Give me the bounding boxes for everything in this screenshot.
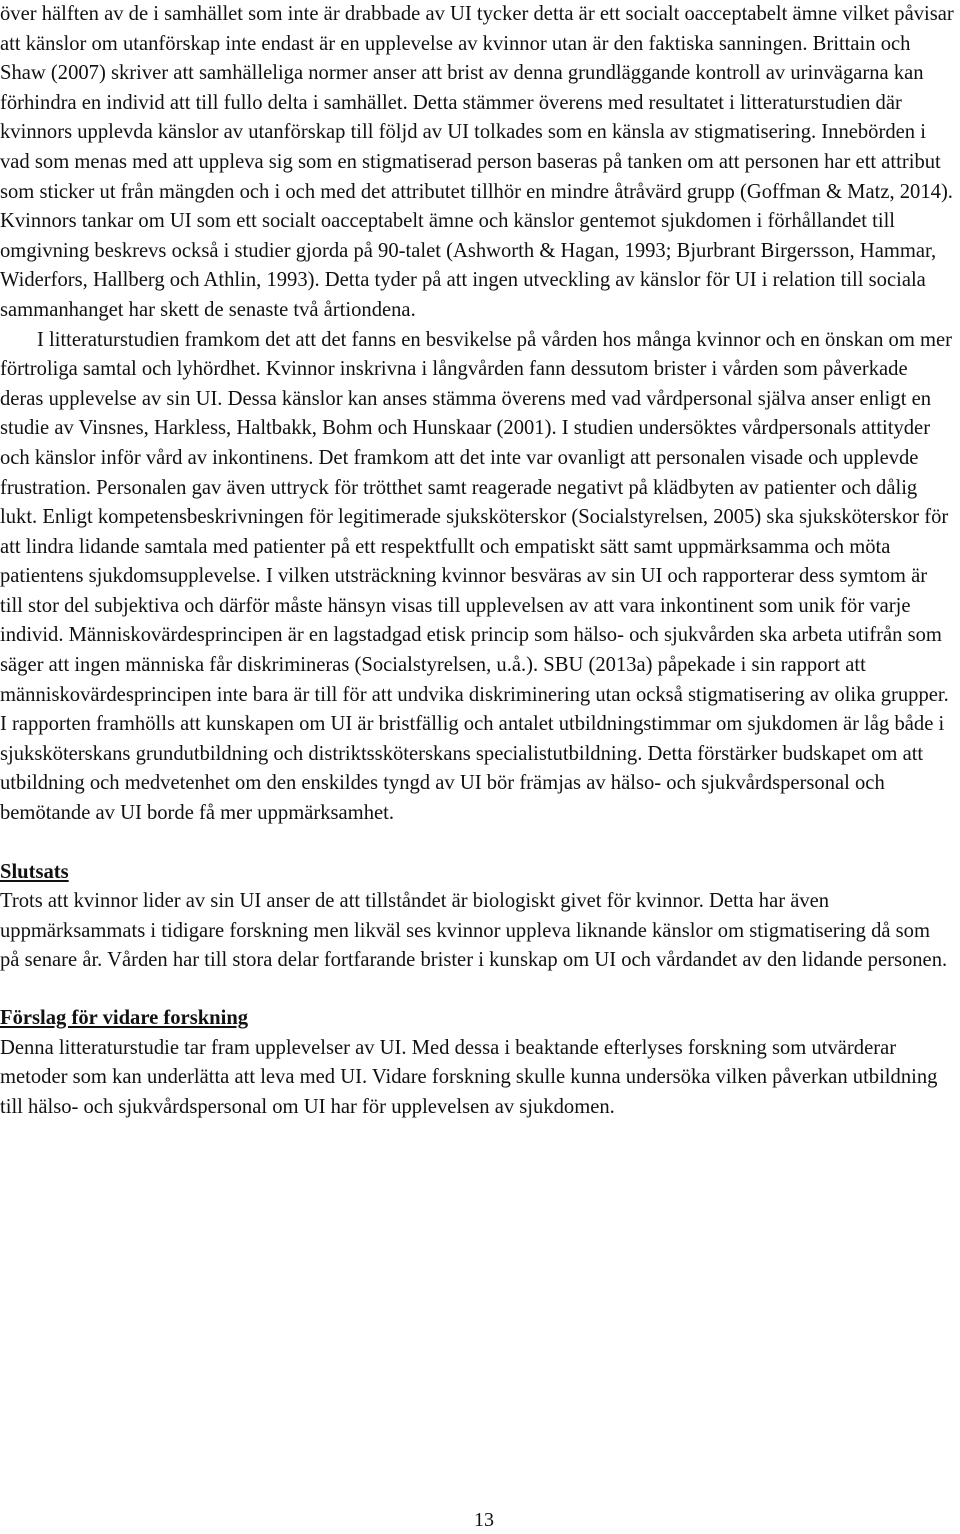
body-paragraph-conclusion: Trots att kvinnor lider av sin UI anser de att tillståndet är biologiskt givet för kvinnor. Detta har även uppmärksammats i tidigare forskning men likväl ses kvinnor uppleva liknande känslor om stigmatisering då som på senare år. Vården har till stora delar fortfarande brister i kunskap om UI och vårdandet av den lidande personen.: [0, 890, 948, 972]
body-paragraph-discussion: över hälften av de i samhället som inte är drabbade av UI tycker detta är ett socialt oacceptabelt ämne vilket påvisar att känslor om utanförskap inte endast är en upplevelse av kvinnor utan är den faktiska sanningen. Brittain och Shaw (2007) skriver att samhälleliga normer anser att brist av denna grundläggande kontroll av urinvägarna kan förhindra en individ att till fullo delta i samhället. Detta stämmer överens med resultatet i litteraturstudien där kvinnors upplevda känslor av utanförskap till följd av UI tolkades som en känsla av stigmatisering. Innebörden i vad som menas med att uppleva sig som en stigmatiserad person baseras på tanken om att personen har ett attribut som sticker ut från mängden och i och med det attributet tillhör en mindre åtråvärd grupp (Goffman & Matz, 2014). Kvinnors tankar om UI som ett socialt oacceptabelt ämne och känslor gentemot sjukdomen i förhållandet till omgivning beskrevs också i studier gjorda på 90-talet (Ashworth & Hagan, 1993; Bjurbrant Birgersson, Hammar, Widerfors, Hallberg och Athlin, 1993). Detta tyder på att ingen utveckling av känslor för UI i relation till sociala sammanhanget har skett de senaste två årtiondena.: [0, 3, 954, 321]
section-spacer: [0, 829, 954, 858]
section-spacer: [0, 976, 954, 1004]
page-number: 13: [474, 1509, 494, 1531]
body-paragraph-future-research: Denna litteraturstudie tar fram upplevelser av UI. Med dessa i beaktande efterlyses forskning som utvärderar metoder som kan underlätta att leva med UI. Vidare forskning skulle kunna undersöka vilken påverkan utbildning till hälso- och sjukvårdspersonal om UI har för upplevelsen av sjukdomen.: [0, 1036, 938, 1118]
body-paragraph-care: I litteraturstudien framkom det att det fanns en besvikelse på vården hos många kvinnor och en önskan om mer förtroliga samtal och lyhördhet. Kvinnor inskrivna i långvården fann dessutom brister i vården som påverkade deras upplevelse av sin UI. Dessa känslor kan anses stämma överens med vad vårdpersonal själva anser enligt en studie av Vinsnes, Harkless, Haltbakk, Bohm och Hunskaar (2001). I studien undersöktes vårdpersonals attityder och känslor inför vård av inkontinens. Det framkom att det inte var ovanligt att personalen visade och upplevde frustration. Personalen gav även uttryck för trötthet samt reagerade negativt på klädbyten av patienter och dålig lukt. Enligt kompetensbeskrivningen för legitimerade sjuksköterskor (Socialstyrelsen, 2005) ska sjuksköterskor för att lindra lidande samtala med patienter på ett respektfullt och empatiskt sätt samt uppmärksamma och möta patientens sjukdomsupplevelse. I vilken utsträckning kvinnor besväras av sin UI och rapporterar dess symtom är till stor del subjektiva och därför måste hänsyn visas till upplevelsen av att vara inkontinent som unik för varje individ. Människovärdesprincipen är en lagstadgad etisk princip som hälso- och sjukvården ska arbeta utifrån som säger att ingen människa får diskrimineras (Socialstyrelsen, u.å.). SBU (2013a) påpekade i sin rapport att människovärdesprincipen inte bara är till för att undvika diskriminering utan också stigmatisering av olika grupper. I rapporten framhölls att kunskapen om UI är bristfällig och antalet utbildningstimmar om sjukdomen är låg både i sjuksköterskans grundutbildning och distriktssköterskans specialistutbildning. Detta förstärker budskapet om att utbildning och medvetenhet om den enskildes tyngd av UI bör främjas av hälso- och sjukvårdspersonal och bemötande av UI borde få mer uppmärksamhet.: [0, 328, 953, 825]
section-heading-future-research: Förslag för vidare forskning: [0, 1007, 249, 1029]
section-heading-conclusion: Slutsats: [0, 860, 69, 883]
